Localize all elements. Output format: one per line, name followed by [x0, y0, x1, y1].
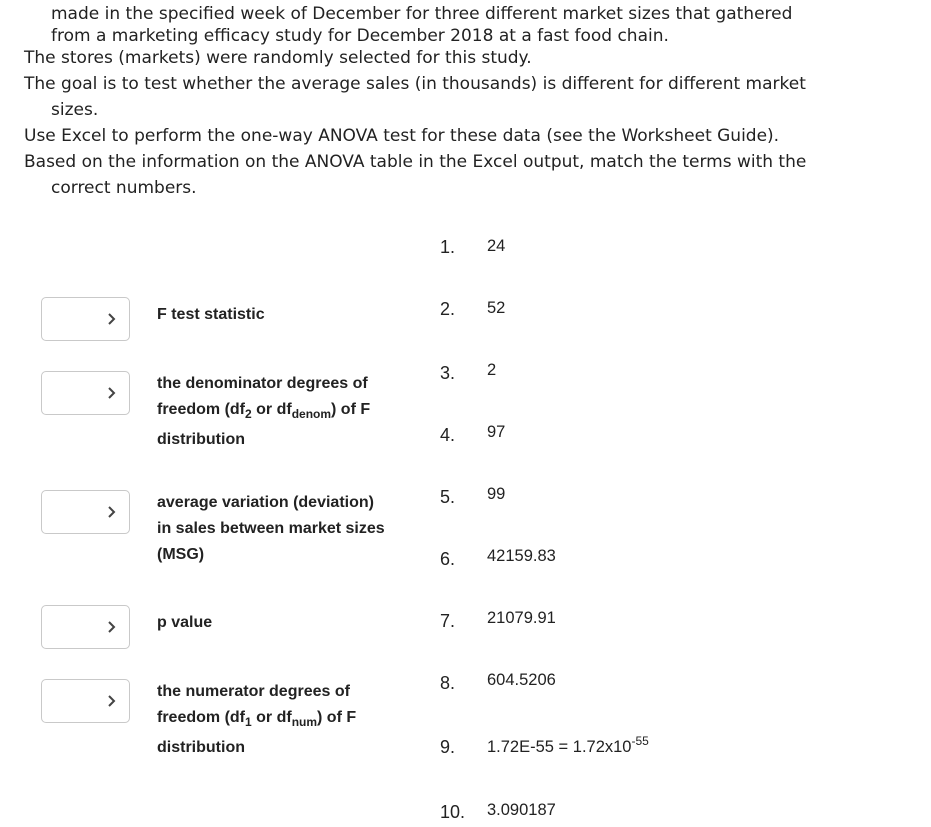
term-denominator-df: [157, 371, 417, 453]
option-number: 4.: [440, 425, 456, 445]
term-label: freedom ($df_2$ or $df_{denom}$) of F: [157, 401, 371, 421]
match-dropdown-msg[interactable]: [41, 490, 130, 534]
option-value: 52: [487, 299, 506, 317]
intro-line-3: The stores (markets) were randomly selected for this study.: [24, 48, 532, 68]
term-label: freedom ($df_1$ or $df_{num}$) of F: [157, 709, 357, 729]
match-dropdown-f-statistic[interactable]: [41, 297, 130, 341]
option-number: 10.: [440, 802, 466, 822]
option-number: 8.: [440, 673, 456, 693]
option-value: 24: [487, 237, 506, 255]
match-dropdown-denominator-df[interactable]: [41, 371, 130, 415]
term-label: the denominator degrees of: [157, 375, 368, 392]
term-msg: [157, 490, 417, 568]
intro-line-4: The goal is to test whether the average sales (in thousands) is different for different market: [24, 74, 806, 94]
term-label: distribution: [157, 739, 245, 756]
option-value: 42159.83: [487, 547, 556, 565]
term-p-value: [157, 610, 417, 636]
option-value: 97: [487, 423, 506, 441]
option-value: 2: [487, 361, 497, 379]
intro-line-8: correct numbers.: [51, 178, 197, 198]
term-label: in sales between market sizes: [157, 520, 385, 537]
option-number: 7.: [440, 611, 456, 631]
option-value: 21079.91: [487, 609, 556, 627]
intro-line-7: Based on the information on the ANOVA table in the Excel output, match the terms with the: [24, 152, 807, 172]
option-number: 2.: [440, 299, 456, 319]
term-label: (MSG): [157, 546, 205, 563]
option-number: 1.: [440, 237, 456, 257]
term-numerator-df: [157, 679, 417, 761]
term-label: F test statistic: [157, 306, 265, 323]
chevron-right-icon: [107, 693, 116, 709]
match-dropdown-numerator-df[interactable]: [41, 679, 130, 723]
intro-line-1: made in the specified week of December for three different market sizes that gathered: [51, 4, 793, 24]
option-number: 9.: [440, 737, 456, 757]
term-label: distribution: [157, 431, 245, 448]
term-label: average variation (deviation): [157, 494, 374, 511]
match-dropdown-p-value[interactable]: [41, 605, 130, 649]
option-value: 99: [487, 485, 506, 503]
chevron-right-icon: [107, 619, 116, 635]
chevron-right-icon: [107, 504, 116, 520]
option-value: 604.5206: [487, 671, 556, 689]
chevron-right-icon: [107, 385, 116, 401]
intro-line-2: from a marketing efficacy study for December 2018 at a fast food chain.: [51, 26, 669, 46]
option-value: $1.72E-55 = 1.72x10^{-55}$: [487, 734, 649, 756]
option-number: 5.: [440, 487, 456, 507]
option-number: 3.: [440, 363, 456, 383]
option-value: 3.090187: [487, 801, 556, 819]
term-label: p value: [157, 614, 213, 631]
option-number: 6.: [440, 549, 456, 569]
intro-line-5: sizes.: [51, 100, 99, 120]
intro-line-6: Use Excel to perform the one-way ANOVA test for these data (see the Worksheet Guide).: [24, 126, 780, 146]
term-f-statistic: [157, 302, 417, 328]
chevron-right-icon: [107, 311, 116, 327]
term-label: the numerator degrees of: [157, 683, 350, 700]
